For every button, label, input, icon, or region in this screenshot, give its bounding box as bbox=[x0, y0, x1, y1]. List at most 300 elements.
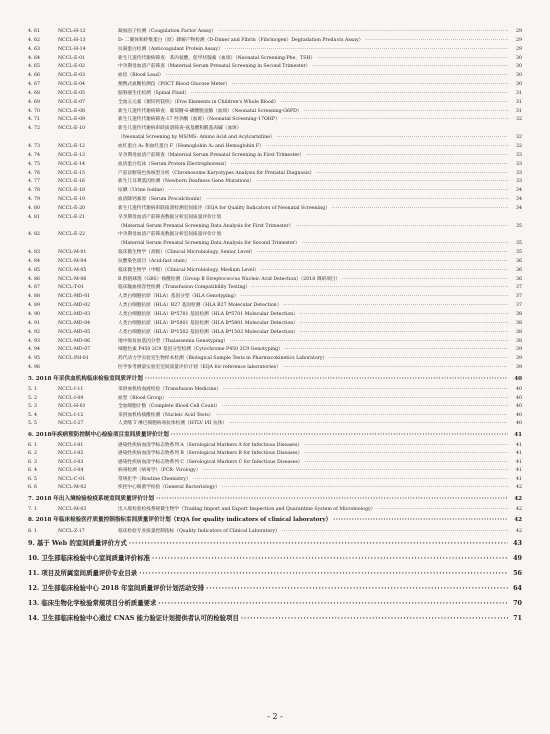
dot-leader bbox=[192, 258, 508, 267]
toc-entry[interactable] bbox=[28, 178, 522, 187]
entry-page: 41 bbox=[516, 451, 522, 457]
toc-entry[interactable] bbox=[28, 28, 522, 37]
entry-code: NCCL-E-09 bbox=[58, 117, 86, 123]
dot-leader bbox=[156, 493, 508, 506]
entry-title: 早孕期母血清产前筛查数据分析室间质量评价计划 bbox=[118, 214, 222, 220]
entry-title: 地中海贫血基因分型（Thalassemia Genotyping） bbox=[118, 338, 229, 344]
toc-entry[interactable] bbox=[28, 484, 522, 493]
section-page: 71 bbox=[513, 613, 522, 622]
entry-page: 35 bbox=[516, 241, 522, 247]
toc-entry[interactable] bbox=[28, 403, 522, 412]
dot-leader bbox=[283, 302, 508, 311]
toc-entry[interactable] bbox=[28, 116, 522, 125]
dot-leader bbox=[169, 395, 508, 404]
entry-code: NCCL-M-04 bbox=[58, 258, 87, 264]
entry-number: 7. 1 bbox=[28, 506, 37, 512]
entry-page: 31 bbox=[516, 99, 522, 105]
section-title: 8. 2018 年临床检验医疗质量控制指标室间质量评价计划（EQA for quality indicators of clinical laboratory） bbox=[28, 517, 332, 524]
entry-title: 全血细胞计数（Complete Blood Cell Count） bbox=[118, 404, 221, 410]
toc-entry[interactable] bbox=[28, 90, 522, 99]
entry-code: NCCL-E-08 bbox=[58, 108, 86, 114]
dot-leader bbox=[283, 364, 508, 373]
toc-entry[interactable] bbox=[28, 442, 522, 451]
dot-leader bbox=[377, 506, 508, 515]
entry-page: 41 bbox=[516, 442, 522, 448]
toc-entry[interactable] bbox=[28, 214, 522, 223]
entry-title: 抗凝蛋白检测（Anticoagulant Protein Assay） bbox=[118, 46, 223, 52]
entry-title: 新生儿遗传代谢病串联质谱检测室间质评（EQA for Quality Indicators of Neonatal Screening） bbox=[118, 205, 330, 211]
toc-section-heading[interactable] bbox=[28, 551, 522, 566]
entry-title: 疾控中心细菌学检验（General Bacteriology） bbox=[118, 485, 220, 491]
dot-leader bbox=[300, 320, 508, 329]
entry-page: 39 bbox=[516, 365, 522, 371]
entry-page: 41 bbox=[516, 459, 522, 465]
dot-leader bbox=[332, 205, 508, 214]
entry-page: 40 bbox=[516, 421, 522, 427]
entry-code: NCCL-E-19 bbox=[58, 197, 86, 203]
dot-leader bbox=[302, 240, 508, 249]
toc-section-heading[interactable] bbox=[28, 373, 522, 386]
dot-leader bbox=[312, 63, 508, 72]
toc-entry[interactable] bbox=[28, 450, 522, 459]
entry-number: 4. 80 bbox=[28, 205, 40, 211]
entry-title: 产前诊断染色体核型分析（Chromosome Karyotypes Analysis for Prenatal Diagnosis） bbox=[118, 170, 315, 176]
entry-code: NCCL-MD-01 bbox=[58, 294, 91, 300]
entry-code: NCCL-E-15 bbox=[58, 170, 86, 176]
entry-title: 人类嗜 T 淋巴细胞病毒抗体检测（HTLV I/II 抗体） bbox=[118, 421, 228, 427]
toc-entry[interactable] bbox=[28, 329, 522, 338]
toc-section-heading[interactable] bbox=[28, 611, 522, 626]
toc-section-heading[interactable] bbox=[28, 493, 522, 506]
entry-number: 4. 87 bbox=[28, 285, 40, 291]
entry-title: 早孕期母血清产前筛查（Maternal Serum Prenatal Screening in First Trimester） bbox=[118, 152, 305, 158]
toc-entry[interactable] bbox=[28, 395, 522, 404]
toc-entry-continued[interactable] bbox=[28, 134, 522, 143]
entry-title: 新生儿遗传代谢病筛查-17 羟孕酮（血斑）（Neonatal Screening-17OHP） bbox=[118, 117, 280, 123]
toc-entry[interactable] bbox=[28, 161, 522, 170]
toc-entry[interactable] bbox=[28, 506, 522, 515]
section-page: 64 bbox=[513, 583, 522, 592]
entry-number: 4. 75 bbox=[28, 161, 40, 167]
section-page: 42 bbox=[514, 495, 522, 502]
entry-code: NCCL-M-05 bbox=[58, 267, 87, 273]
section-title: 12. 卫生部临床检验中心 2018 年室间质量评价计划活动安排 bbox=[28, 583, 205, 592]
entry-code: NCCL-E-13 bbox=[58, 152, 86, 158]
entry-number: 4. 89 bbox=[28, 303, 40, 309]
entry-title: 尿碘（Urine Iodine） bbox=[118, 188, 167, 194]
entry-title: 抗酸染色项目（Acid-fast stain） bbox=[118, 258, 190, 264]
entry-title: 临床微生物学（中级）（Clinical Microbiology, Medium Level） bbox=[118, 267, 259, 273]
entry-number: 4. 91 bbox=[28, 320, 40, 326]
toc-entry[interactable] bbox=[28, 196, 522, 205]
table-of-contents bbox=[28, 28, 522, 626]
dot-leader bbox=[171, 429, 508, 442]
entry-page: 35 bbox=[516, 250, 522, 256]
entry-page: 37 bbox=[516, 285, 522, 291]
entry-title: 新生儿遗传代谢病串联质谱筛查-氨基酸和酰基肉碱（血斑） bbox=[118, 126, 242, 132]
section-page: 42 bbox=[514, 517, 522, 524]
entry-code: NCCL-H-14 bbox=[58, 46, 86, 52]
dot-leader bbox=[158, 596, 508, 611]
section-page: 70 bbox=[513, 598, 522, 607]
entry-code: NCCL-I-03 bbox=[58, 459, 84, 465]
entry-code: NCCL-E-20 bbox=[58, 205, 86, 211]
dot-leader bbox=[193, 476, 508, 485]
dot-leader bbox=[304, 450, 508, 459]
entry-title: 新生儿耳聋基因检测（Newborn Deafness Gene Mutations） bbox=[118, 179, 255, 185]
entry-page: 36 bbox=[516, 258, 522, 264]
page-number-footer: - 2 - bbox=[267, 712, 283, 721]
entry-title: 凝血因子检测（Coagulation Factor Assay） bbox=[118, 29, 217, 34]
entry-number: 5. 3 bbox=[28, 404, 37, 410]
section-page: 40 bbox=[514, 375, 522, 382]
entry-code: NCCL-M-02 bbox=[58, 485, 87, 491]
dot-leader bbox=[306, 152, 508, 161]
entry-title: 感染性疾病血清学标志物系列 B（Serological Markers B for Infectious Diseases） bbox=[118, 451, 303, 457]
dot-leader bbox=[305, 459, 508, 468]
entry-page: 29 bbox=[516, 29, 522, 34]
toc-entry[interactable] bbox=[28, 108, 522, 117]
toc-entry[interactable] bbox=[28, 187, 522, 196]
dot-leader bbox=[252, 284, 508, 293]
entry-page: 31 bbox=[516, 90, 522, 96]
toc-entry[interactable] bbox=[28, 420, 522, 429]
dot-leader bbox=[257, 249, 508, 258]
entry-title: 感染性疾病血清学标志物系列 C（Serological Markers C for Infectious Diseases） bbox=[118, 459, 303, 465]
toc-entry[interactable] bbox=[28, 338, 522, 347]
toc-entry[interactable] bbox=[28, 63, 522, 72]
section-title: 13. 临床生物化学检验常规项目分析质量要求 bbox=[28, 598, 157, 607]
toc-entry[interactable] bbox=[28, 364, 522, 373]
entry-code: NCCL-H-13 bbox=[58, 37, 86, 43]
entry-code: NCCL-I-11 bbox=[58, 387, 84, 393]
entry-number: 4. 78 bbox=[28, 188, 40, 194]
entry-number: 5. 4 bbox=[28, 412, 37, 418]
entry-number: 4. 86 bbox=[28, 276, 40, 282]
toc-section-heading[interactable] bbox=[28, 581, 522, 596]
toc-entry[interactable] bbox=[28, 467, 522, 476]
entry-title: 脑脊液生化检测（Spinal Fluid） bbox=[118, 90, 189, 96]
dot-leader bbox=[139, 566, 508, 581]
entry-number: 4. 65 bbox=[28, 64, 40, 70]
dot-leader bbox=[365, 37, 508, 46]
toc-entry[interactable] bbox=[28, 81, 522, 90]
toc-entry[interactable] bbox=[28, 55, 522, 64]
entry-page: 38 bbox=[516, 312, 522, 317]
entry-title: 常规化学（Routine Chemistry） bbox=[118, 476, 191, 482]
entry-code: NCCL-E-02 bbox=[58, 64, 86, 70]
section-title: 5. 2018 年采供血机构临床检验室间质评计划 bbox=[28, 375, 143, 382]
entry-title: 细胞色素 P450 2C9 基因分型检测（Cytochrome P450 2C9 Genotyping） bbox=[118, 347, 283, 353]
entry-code: NCCL-MD-04 bbox=[58, 320, 91, 326]
entry-number: 4. 67 bbox=[28, 82, 40, 88]
entry-title: 全血五元素（铜锌钙镁铁）（Five Elements in Children's Whole Blood） bbox=[118, 99, 279, 105]
entry-code: NCCL-MD-02 bbox=[58, 303, 91, 309]
toc-entry[interactable] bbox=[28, 293, 522, 302]
entry-number: 4. 90 bbox=[28, 312, 40, 317]
toc-entry[interactable] bbox=[28, 386, 522, 395]
dot-leader bbox=[230, 338, 508, 347]
entry-number: 4. 61 bbox=[28, 29, 40, 34]
entry-page: 40 bbox=[516, 404, 522, 410]
entry-code: NCCL-E-16 bbox=[58, 179, 86, 185]
toc-entry[interactable] bbox=[28, 249, 522, 258]
entry-title: D- 二聚体和纤维蛋白（原）降解产物检测（D-Dimer and Fibrin（Fibrinogen）Degradation Products Assay） bbox=[118, 37, 364, 43]
toc-entry[interactable] bbox=[28, 258, 522, 267]
entry-number: 4. 96 bbox=[28, 365, 40, 371]
entry-page: 35 bbox=[516, 223, 522, 229]
dot-leader bbox=[225, 46, 508, 55]
entry-page: 41 bbox=[516, 468, 522, 474]
entry-page: 38 bbox=[516, 320, 522, 326]
entry-title: 中孕期母血清产前筛查数据分析室间质量评价计划 bbox=[118, 232, 222, 238]
dot-leader bbox=[223, 386, 508, 395]
entry-title-continued: （Maternal Serum Prenatal Screening Data Analysis for Second Trimester） bbox=[118, 241, 300, 247]
entry-page: 42 bbox=[516, 528, 522, 534]
entry-title: 血红蛋白 A₂ 和血红蛋白 F（Hemoglobin A₂ and Hemoglobin F） bbox=[118, 143, 264, 149]
entry-page: 38 bbox=[516, 338, 522, 344]
dot-leader bbox=[152, 551, 508, 566]
entry-page: 37 bbox=[516, 303, 522, 309]
entry-title: 血清蛋白电泳（Serum Protein Electrophoresis） bbox=[118, 161, 229, 167]
dot-leader bbox=[229, 420, 508, 429]
entry-code: NCCL-C-01 bbox=[58, 476, 86, 482]
section-title: 9. 基于 Web 的室间质量评价方式 bbox=[28, 539, 127, 548]
dot-leader bbox=[285, 346, 508, 355]
toc-entry[interactable] bbox=[28, 99, 522, 108]
dot-leader bbox=[342, 276, 508, 285]
entry-page: 30 bbox=[516, 82, 522, 88]
toc-entry[interactable] bbox=[28, 302, 522, 311]
toc-entry[interactable] bbox=[28, 143, 522, 152]
entry-number: 4. 72 bbox=[28, 126, 40, 132]
entry-number: 4. 76 bbox=[28, 170, 40, 176]
toc-section-heading[interactable] bbox=[28, 566, 522, 581]
entry-page: 36 bbox=[516, 267, 522, 273]
entry-number: 4. 73 bbox=[28, 143, 40, 149]
entry-page: 30 bbox=[516, 64, 522, 70]
dot-leader bbox=[166, 72, 508, 81]
toc-section-heading[interactable] bbox=[28, 536, 522, 551]
entry-number: 4. 74 bbox=[28, 152, 40, 158]
entry-title: 人类白细胞抗原（HLA）B*5801 基因检测（HLA B*5801 Molecular Detection） bbox=[118, 320, 298, 326]
entry-page: 29 bbox=[516, 37, 522, 43]
entry-code: NCCL-MD-05 bbox=[58, 329, 91, 335]
entry-code: NCCL-E-01 bbox=[58, 55, 86, 61]
entry-page: 33 bbox=[516, 161, 522, 167]
entry-page: 42 bbox=[516, 485, 522, 491]
entry-page: 38 bbox=[516, 329, 522, 335]
toc-entry[interactable] bbox=[28, 320, 522, 329]
dot-leader bbox=[129, 536, 508, 551]
entry-title: 临床检验专业质量控制指标（Quality Indicators of Clinical Laboratory） bbox=[118, 528, 280, 534]
toc-entry[interactable] bbox=[28, 476, 522, 485]
toc-entry[interactable] bbox=[28, 459, 522, 468]
entry-title: 便携式血糖检测仪（POCT Blood Glucose Meter） bbox=[118, 82, 231, 88]
toc-entry[interactable] bbox=[28, 311, 522, 320]
entry-title: 病毒检测（病毒学）（PCR- Virology） bbox=[118, 468, 201, 474]
entry-title: 采供血机构血液检验（Transfusion Medicine） bbox=[118, 387, 222, 393]
toc-entry[interactable] bbox=[28, 170, 522, 179]
toc-section-heading[interactable] bbox=[28, 429, 522, 442]
entry-code: NCCL-M-03 bbox=[58, 506, 87, 512]
section-page: 43 bbox=[513, 539, 522, 548]
entry-code: NCCL-I-27 bbox=[58, 421, 84, 427]
entry-number: 4. 62 bbox=[28, 37, 40, 43]
entry-number: 4. 84 bbox=[28, 258, 40, 264]
entry-page: 40 bbox=[516, 387, 522, 393]
entry-page: 32 bbox=[516, 117, 522, 123]
section-page: 41 bbox=[514, 431, 522, 438]
dot-leader bbox=[261, 267, 508, 276]
dot-leader bbox=[215, 412, 508, 421]
toc-entry[interactable] bbox=[28, 346, 522, 355]
toc-entry[interactable] bbox=[28, 276, 522, 285]
toc-entry[interactable] bbox=[28, 46, 522, 55]
dot-leader bbox=[304, 442, 508, 451]
section-title: 11. 项目及所属室间质量评价专业目录 bbox=[28, 568, 138, 577]
dot-leader bbox=[222, 403, 508, 412]
entry-number: 4. 63 bbox=[28, 46, 40, 52]
entry-code: NCCL-E-12 bbox=[58, 143, 86, 149]
entry-code: NCCL-I-01 bbox=[58, 442, 84, 448]
entry-number: 4. 64 bbox=[28, 55, 40, 61]
entry-number: 4. 93 bbox=[28, 338, 40, 344]
toc-entry[interactable] bbox=[28, 284, 522, 293]
toc-entry[interactable] bbox=[28, 528, 522, 537]
dot-leader bbox=[316, 170, 508, 179]
entry-number: 5. 1 bbox=[28, 387, 37, 393]
entry-number: 4. 81 bbox=[28, 214, 40, 220]
entry-code: NCCL-H-12 bbox=[58, 29, 86, 34]
entry-code: NCCL-E-14 bbox=[58, 161, 86, 167]
entry-code: NCCL-I-12 bbox=[58, 412, 84, 418]
entry-page: 37 bbox=[516, 294, 522, 300]
toc-section-heading[interactable] bbox=[28, 596, 522, 611]
toc-entry[interactable] bbox=[28, 231, 522, 240]
entry-title: 医学参考测量实验室室间质量评价计划（EQA for reference laboratories） bbox=[118, 365, 281, 371]
toc-section-heading[interactable] bbox=[28, 514, 522, 527]
entry-title: 人类白细胞抗原（HLA）B27 基因检测（HLA B27 Molecular Detection） bbox=[118, 303, 282, 309]
dot-leader bbox=[256, 178, 508, 187]
entry-number: 4. 88 bbox=[28, 294, 40, 300]
entry-code: NCCL-E-07 bbox=[58, 99, 86, 105]
entry-code: NCCL-MD-03 bbox=[58, 312, 91, 317]
dot-leader bbox=[317, 55, 508, 64]
entry-page: 32 bbox=[516, 135, 522, 141]
dot-leader bbox=[202, 467, 508, 476]
toc-entry[interactable] bbox=[28, 72, 522, 81]
entry-number: 5. 5 bbox=[28, 421, 37, 427]
toc-entry[interactable] bbox=[28, 205, 522, 214]
dot-leader bbox=[304, 108, 508, 117]
toc-entry[interactable] bbox=[28, 355, 522, 364]
entry-title: 采供血机构核酸检测（Nucleic Acid Tests） bbox=[118, 412, 214, 418]
entry-number: 4. 83 bbox=[28, 250, 40, 256]
entry-title: 人类白细胞抗原（HLA）B*5701 基因检测（HLA B*5701 Molecular Detection） bbox=[118, 312, 298, 317]
dot-leader bbox=[206, 196, 508, 205]
entry-page: 36 bbox=[516, 276, 522, 282]
entry-number: 4. 68 bbox=[28, 90, 40, 96]
section-title: 10. 卫生部临床检验中心室间质量评价标准 bbox=[28, 554, 150, 563]
toc-entry-continued[interactable] bbox=[28, 240, 522, 249]
dot-leader bbox=[300, 329, 508, 338]
dot-leader bbox=[218, 28, 508, 37]
entry-number: 4. 66 bbox=[28, 73, 40, 79]
entry-title: 药代动力学实验室生物样本检测（Biological Sample Tests in Pharmacokinetics Laboratory） bbox=[118, 356, 328, 362]
entry-page: 39 bbox=[516, 347, 522, 353]
entry-page: 33 bbox=[516, 152, 522, 158]
entry-code: NCCL-H-01 bbox=[58, 404, 86, 410]
toc-entry[interactable] bbox=[28, 125, 522, 134]
entry-number: 4. 79 bbox=[28, 197, 40, 203]
entry-page: 42 bbox=[516, 506, 522, 512]
entry-title-continued: （Neonatal Screening by MS/MS- Amino Acid and Acylcarnitine） bbox=[118, 135, 275, 141]
section-page: 56 bbox=[513, 568, 522, 577]
entry-code: NCCL-I-09 bbox=[58, 395, 84, 401]
entry-page: 40 bbox=[516, 395, 522, 401]
entry-code: NCCL-I-04 bbox=[58, 468, 84, 474]
entry-number: 4. 82 bbox=[28, 232, 40, 238]
entry-title: 血型（Blood Group） bbox=[118, 395, 167, 401]
dot-leader bbox=[295, 223, 508, 232]
entry-page: 40 bbox=[516, 412, 522, 418]
entry-title: 人类白细胞抗原（HLA）基因分型（HLA Genotyping） bbox=[118, 294, 239, 300]
entry-title-continued: （Maternal Serum Prenatal Screening Data Analysis for First Trimester） bbox=[118, 223, 294, 229]
entry-code: NCCL-MD-07 bbox=[58, 347, 91, 353]
dot-leader bbox=[222, 484, 508, 493]
dot-leader bbox=[266, 143, 508, 152]
dot-leader bbox=[206, 581, 508, 596]
entry-page: 31 bbox=[516, 108, 522, 114]
toc-entry[interactable] bbox=[28, 267, 522, 276]
toc-entry[interactable] bbox=[28, 37, 522, 46]
entry-page: 29 bbox=[516, 46, 522, 52]
entry-number: 4. 92 bbox=[28, 329, 40, 335]
entry-code: NCCL-E-21 bbox=[58, 214, 86, 220]
entry-title: 血清降钙素原（Serum Procalcitonin） bbox=[118, 197, 205, 203]
entry-number: 5. 2 bbox=[28, 395, 37, 401]
dot-leader bbox=[231, 161, 508, 170]
section-title: 7. 2018 年出入境检验检疫系统室间质量评价计划 bbox=[28, 495, 154, 502]
entry-page: 30 bbox=[516, 73, 522, 79]
entry-title: 中孕期母血清产前筛查（Maternal Serum Prenatal Screening in Second Trimester） bbox=[118, 64, 311, 70]
entry-page: 33 bbox=[516, 179, 522, 185]
toc-entry-continued[interactable] bbox=[28, 223, 522, 232]
entry-number: 4. 71 bbox=[28, 117, 40, 123]
entry-code: NCCL-E-10 bbox=[58, 126, 86, 132]
toc-entry[interactable] bbox=[28, 412, 522, 421]
entry-number: 6. 4 bbox=[28, 468, 37, 474]
section-title: 14. 卫生部临床检验中心通过 CNAS 能力验证计划提供者认可的检验项目 bbox=[28, 613, 239, 622]
entry-title: 血铅（Blood Lead） bbox=[118, 73, 164, 79]
entry-number: 6. 2 bbox=[28, 451, 37, 457]
entry-number: 4. 77 bbox=[28, 179, 40, 185]
entry-title: 出入境检验检疫系统微生物学（Trading Import and Export Inspection and Quarantine System of Microbiology） bbox=[118, 506, 376, 512]
entry-number: 6. 3 bbox=[28, 459, 37, 465]
dot-leader bbox=[240, 293, 508, 302]
entry-number: 4. 95 bbox=[28, 356, 40, 362]
toc-entry[interactable] bbox=[28, 152, 522, 161]
dot-leader bbox=[241, 611, 508, 626]
entry-title: 临床输血相容性检测（Transfusion Compatibility Testing） bbox=[118, 285, 251, 291]
dot-leader bbox=[191, 90, 508, 99]
section-title: 6. 2018年疾病预防控制中心检验项目室间质量评价计划 bbox=[28, 431, 169, 438]
entry-title: 临床微生物学（高级）（Clinical Microbiology, Senior Level） bbox=[118, 250, 255, 256]
entry-title: 人类白细胞抗原（HLA）B*1502 基因检测（HLA B*1502 Molecular Detection） bbox=[118, 329, 298, 335]
dot-leader bbox=[300, 311, 508, 320]
entry-title: B 群链球菌（GBS）核酸检测（Group B Streptococcus Nucleic Acid Detection）（2018 调研项目） bbox=[118, 276, 341, 282]
